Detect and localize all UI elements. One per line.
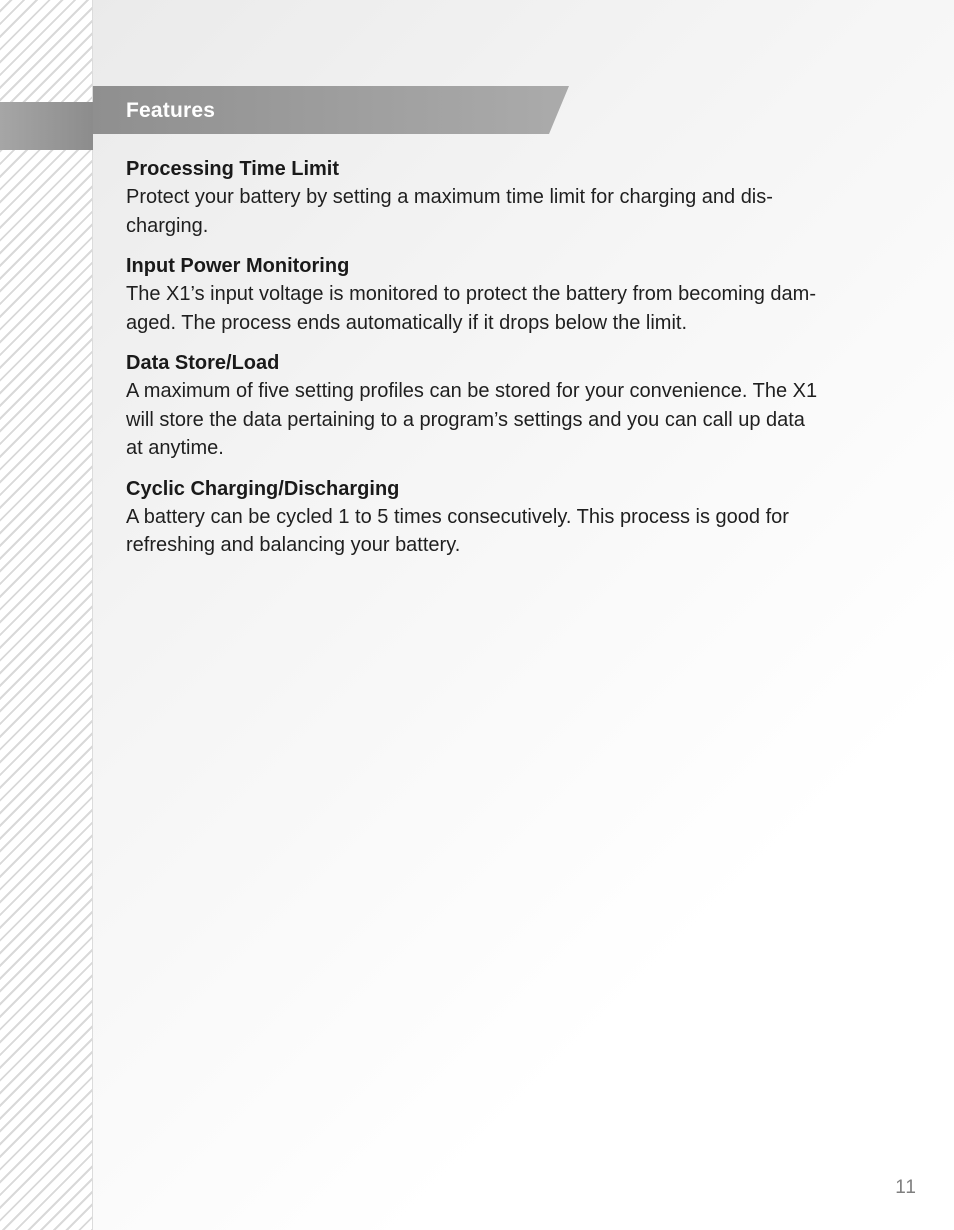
feature-title: Cyclic Charging/Discharging [126,477,400,500]
features-content [126,155,901,572]
feature-section [126,475,901,560]
text-line: aged. The process ends automatically if it drops below the limit. [126,311,688,334]
text-line: will store the data pertaining to a program’s settings and you can call up data [126,408,805,431]
page-title: Features [126,99,216,122]
page-number: 11 [895,1177,917,1198]
feature-section [126,349,901,463]
text-line: A battery can be cycled 1 to 5 times consecutively. This process is good for [126,505,789,528]
feature-description [126,280,901,337]
feature-description [126,503,901,560]
text-line: A maximum of five setting profiles can be stored for your convenience. The X1 [126,380,818,402]
feature-section [126,155,901,240]
text-line: The X1’s input voltage is monitored to protect the battery from becoming dam- [126,283,816,305]
side-tab-marker [0,102,93,150]
decorative-side-strip [0,0,93,1230]
feature-description [126,377,901,463]
text-line: refreshing and balancing your battery. [126,534,461,556]
text-line: Protect your battery by setting a maximum time limit for charging and dis- [126,186,773,208]
text-line: charging. [126,214,209,237]
feature-title: Data Store/Load [126,352,280,374]
text-line: at anytime. [126,437,224,459]
feature-description [126,183,901,240]
feature-section [126,252,901,337]
feature-title: Input Power Monitoring [126,255,350,277]
feature-title: Processing Time Limit [126,158,340,180]
